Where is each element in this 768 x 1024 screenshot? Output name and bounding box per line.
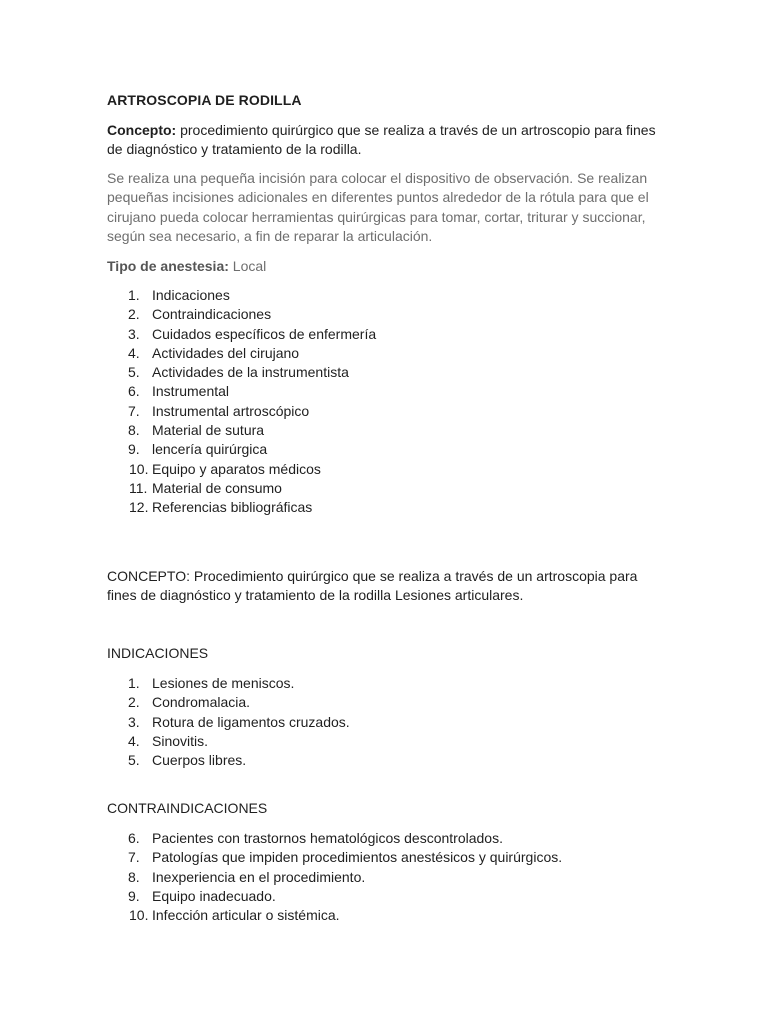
- list-item-text: Lesiones de meniscos.: [152, 675, 295, 691]
- anesthesia-value: Local: [228, 258, 267, 274]
- anesthesia-line: [107, 257, 667, 276]
- list-item-number: 10.: [129, 460, 149, 477]
- list-item-text: Instrumental: [152, 383, 230, 400]
- concepto-label: Concepto:: [107, 122, 177, 138]
- list-item-number: 6.: [128, 830, 140, 846]
- list-item-text: Sinovitis.: [152, 732, 209, 749]
- list-item-text: Contraindicaciones: [152, 306, 272, 323]
- list-item-text: Patologías que impiden procedimientos anestésicos y quirúrgicos.: [152, 849, 563, 866]
- concepto-text: procedimiento quirúrgico que se realiza a través de un artroscopio para fines de diagnóstico y tratamiento de la rodilla.: [107, 122, 656, 158]
- list-item-number: 9.: [128, 887, 140, 904]
- indicaciones-heading: INDICACIONES: [107, 645, 209, 661]
- list-item-text: Rotura de ligamentos cruzados.: [152, 713, 350, 730]
- list-item-text: Cuidados específicos de enfermería: [152, 325, 377, 342]
- list-item-number: 7.: [128, 849, 140, 866]
- list-item-text: Condromalacia.: [152, 694, 251, 711]
- document-title: ARTROSCOPIA DE RODILLA: [107, 92, 302, 108]
- list-item-number: 1.: [128, 675, 140, 691]
- list-item-text: Instrumental artroscópico: [152, 402, 310, 419]
- list-item-number: 4.: [128, 344, 140, 361]
- list-item-number: 11.: [129, 479, 148, 496]
- list-item-number: 1.: [128, 287, 140, 303]
- list-item-number: 4.: [128, 732, 140, 749]
- list-item-number: 9.: [128, 441, 140, 458]
- anesthesia-label: Tipo de anestesia:: [107, 258, 229, 274]
- list-item-number: 12.: [129, 499, 149, 516]
- list-item-text: Actividades del cirujano: [152, 344, 300, 361]
- list-item-text: Pacientes con trastornos hematológicos descontrolados.: [152, 830, 503, 846]
- list-item-number: 10.: [129, 907, 149, 924]
- list-item-number: 6.: [128, 383, 140, 400]
- list-item-text: Equipo y aparatos médicos: [152, 460, 321, 477]
- list-item-text: Actividades de la instrumentista: [152, 364, 349, 381]
- list-item-text: Equipo inadecuado.: [152, 887, 276, 904]
- list-item-number: 7.: [128, 402, 140, 419]
- list-item-number: 5.: [128, 364, 140, 381]
- list-item-number: 3.: [128, 325, 140, 342]
- list-item-number: 8.: [128, 868, 140, 885]
- list-item-number: 2.: [128, 694, 140, 711]
- list-item-number: 8.: [128, 422, 140, 439]
- list-item-text: Referencias bibliográficas: [152, 499, 313, 516]
- list-item-text: Inexperiencia en el procedimiento.: [152, 868, 366, 885]
- list-item-text: Cuerpos libres.: [152, 752, 247, 769]
- list-item-text: Material de sutura: [152, 422, 265, 439]
- list-item-number: 3.: [128, 713, 140, 730]
- concepto-paragraph: [107, 121, 667, 160]
- concepto-section-paragraph: CONCEPTO: Procedimiento quirúrgico que se realiza a través de un artroscopia para fines de diagnóstico y tratamiento de la rodilla Lesiones articulares.: [107, 568, 638, 604]
- list-item-text: Infección articular o sistémica.: [152, 907, 340, 924]
- list-item-number: 5.: [128, 752, 140, 769]
- list-item-text: lencería quirúrgica: [152, 441, 268, 458]
- list-item-number: 2.: [128, 306, 140, 323]
- description-paragraph: Se realiza una pequeña incisión para colocar el dispositivo de observación. Se realizan pequeñas incisiones adicionales en diferentes puntos alrededor de la rótula para que el cirujano pueda colocar herramientas quirúrgicas para tomar, cortar, triturar y succionar, según sea necesario, a fin de reparar la articulación.: [107, 170, 649, 245]
- list-item-text: Material de consumo: [152, 479, 282, 496]
- contraindicaciones-heading: CONTRAINDICACIONES: [107, 800, 268, 816]
- list-item-text: Indicaciones: [152, 287, 230, 303]
